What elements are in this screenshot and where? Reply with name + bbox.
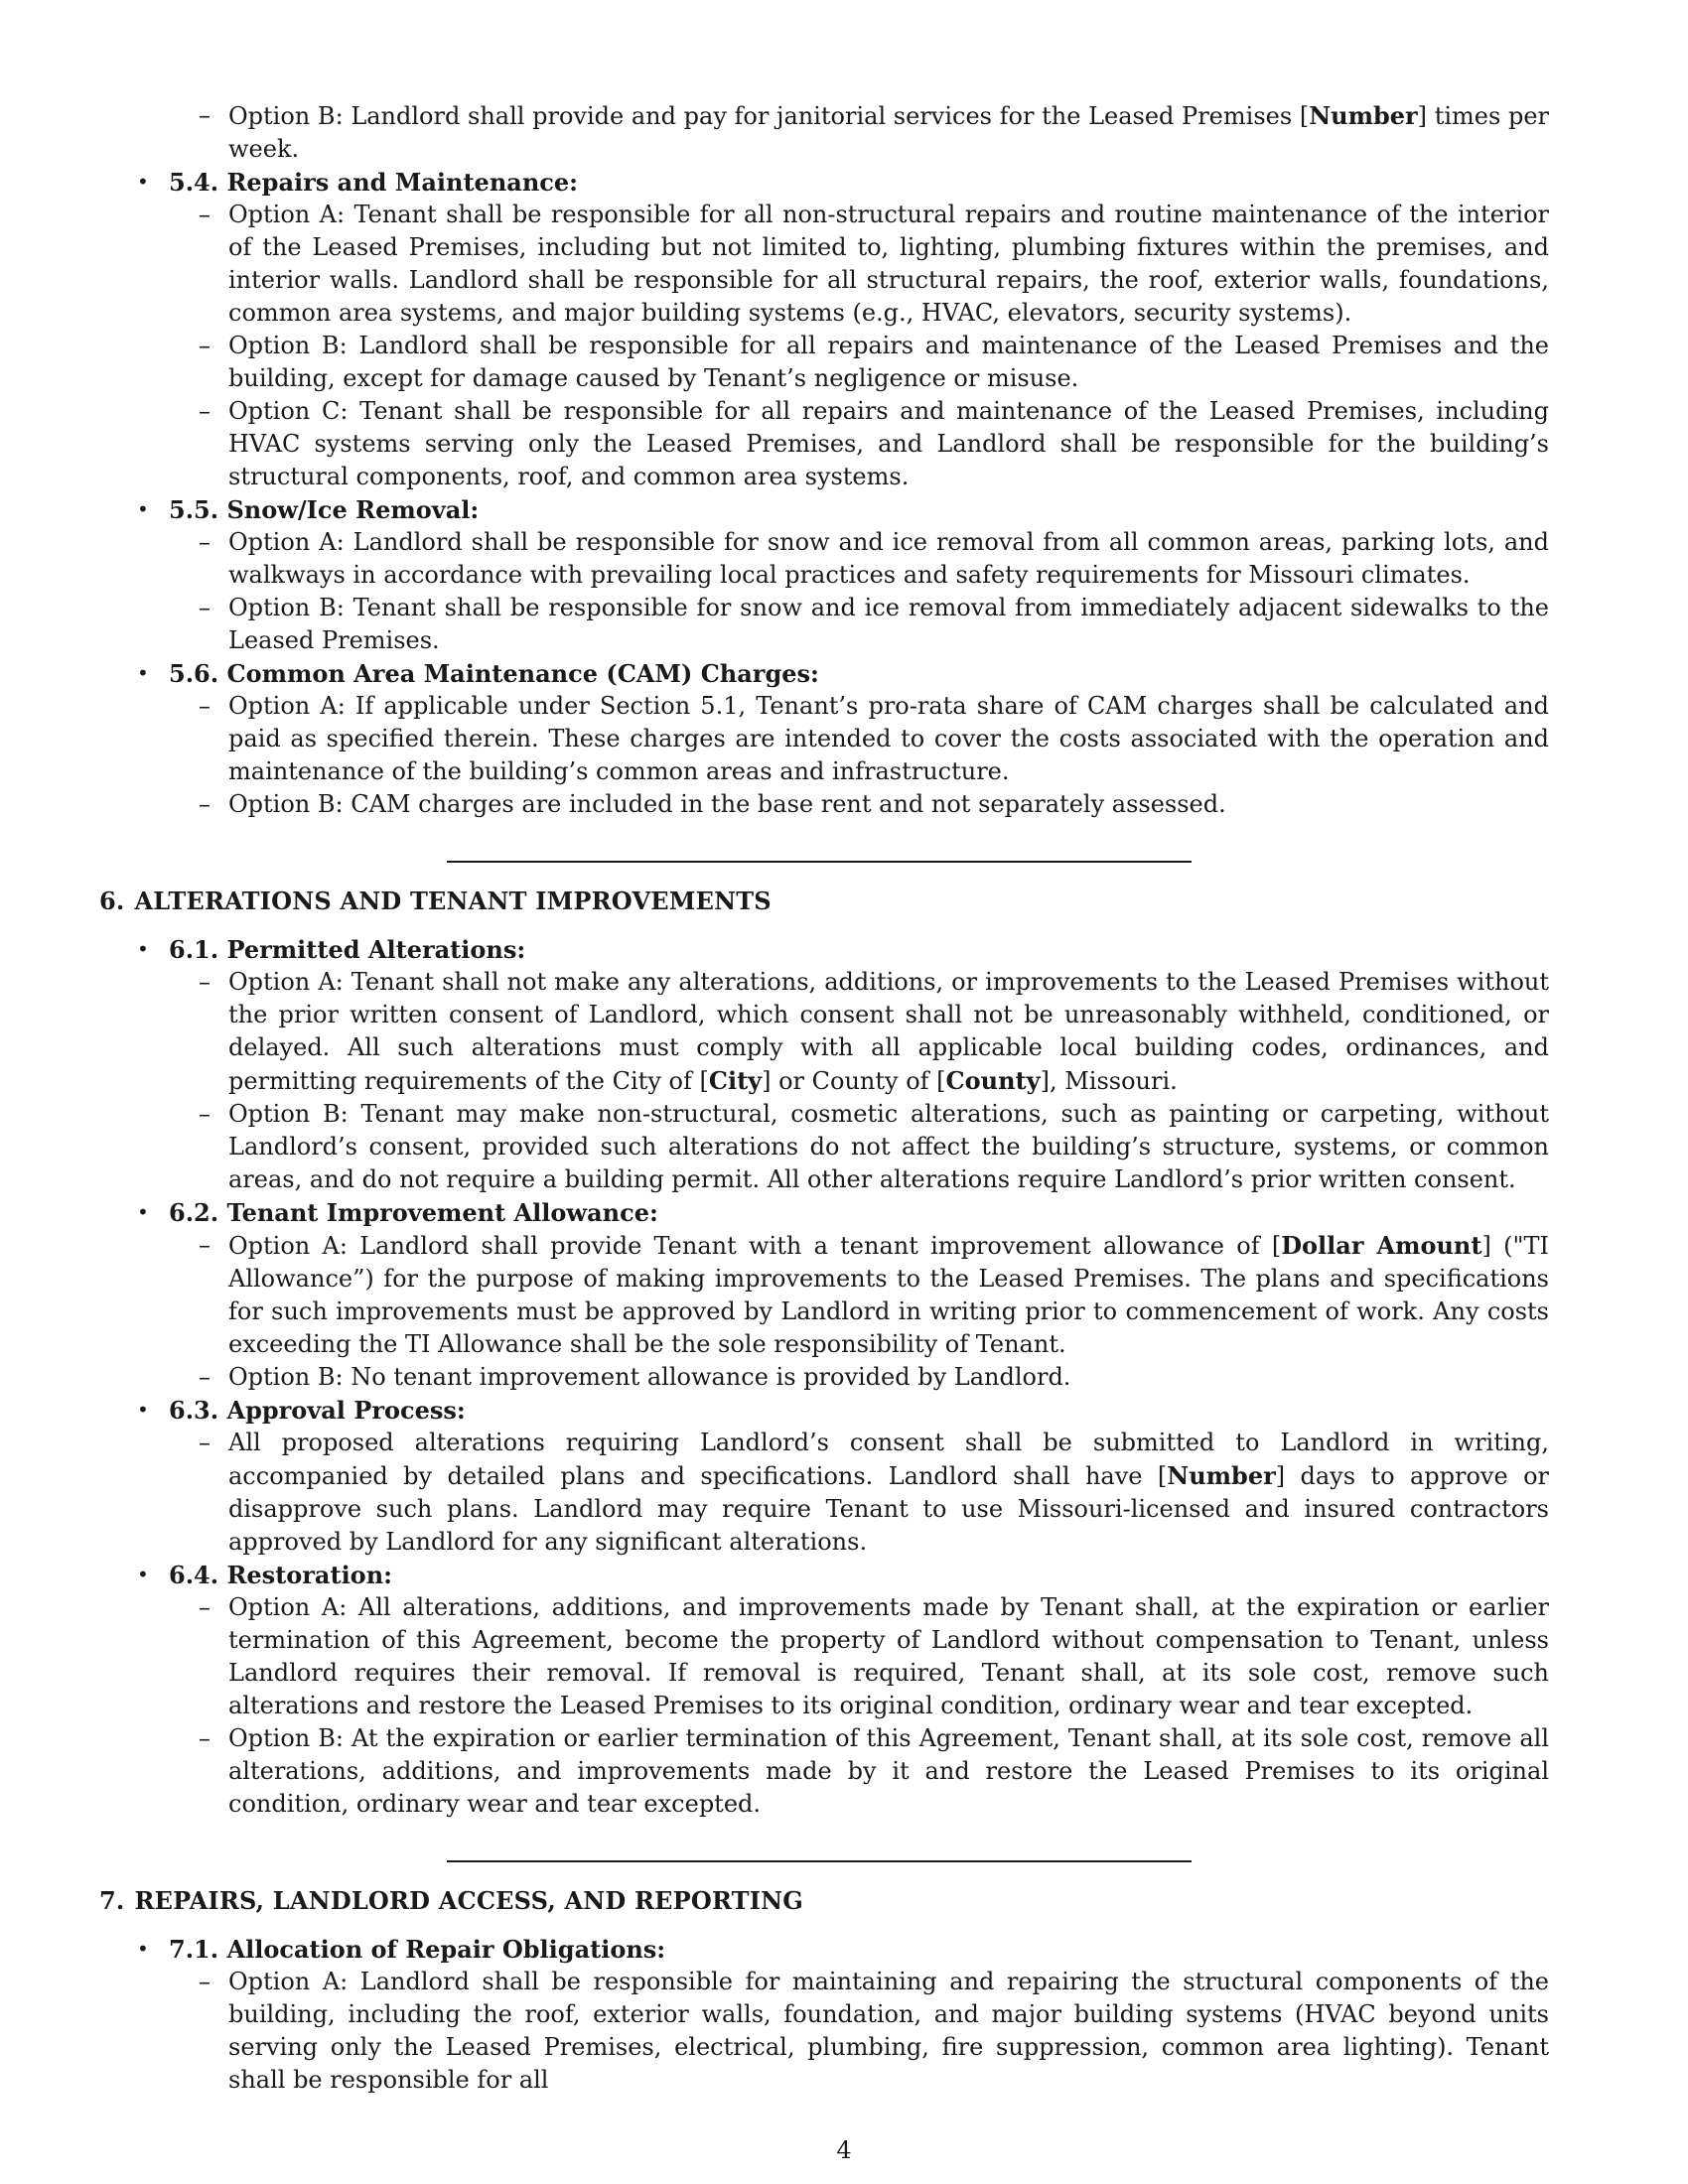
option-text [99, 690, 1589, 788]
clause-item [99, 1933, 1589, 1966]
section-heading [99, 885, 1589, 917]
text-segment: Option A: Landlord shall provide Tenant with a tenant improvement allowance of [ [228, 1232, 1282, 1260]
option-text [99, 1427, 1589, 1559]
clause-item [99, 933, 1589, 966]
text-segment: Option B: Tenant may make non-structural, cosmetic alterations, such as painting or carpeting, without Landlord’s consent, provided such alterations do not affect the building’s structure, systems, or common areas, and do not require a building permit. All other alterations require Landlord’s prior written consent. [228, 1100, 1549, 1193]
text-segment: Option B: Tenant shall be responsible for snow and ice removal from immediately adjacent sidewalks to the Leased Premises. [228, 594, 1549, 654]
option-text [99, 592, 1589, 657]
text-segment: Option B: Landlord shall provide and pay for janitorial services for the Leased Premises [ [228, 102, 1310, 130]
placeholder-field: Number [1309, 101, 1418, 130]
option-text [99, 1229, 1589, 1361]
option-text [99, 966, 1589, 1098]
clause-item [99, 166, 1589, 199]
text-segment: Option B: CAM charges are included in the base rent and not separately assessed. [228, 790, 1226, 818]
page-number: 4 [836, 2136, 852, 2164]
placeholder-field: Number [1167, 1461, 1276, 1490]
text-segment: ] ("TI Allowance”) for the purpose of making improvements to the Leased Premises. The plans and specifications for such improvements must be approved by Landlord in writing prior to commencement of work. Any costs exceeding the TI Allowance shall be the sole responsibility of Tenant. [228, 1232, 1549, 1358]
section-divider [447, 861, 1192, 863]
text-segment: Option A: If applicable under Section 5.1, Tenant’s pro-rata share of CAM charges shall be calculated and paid as specified therein. These charges are intended to cover the costs associated with the operation and maintenance of the building’s common areas and infrastructure. [228, 692, 1549, 785]
clause-title: • 6.2. Tenant Improvement Allowance: [169, 1198, 658, 1227]
section-heading [99, 1884, 1589, 1917]
option-text [99, 395, 1589, 493]
text-segment: Option A: Landlord shall be responsible for maintaining and repairing the structural components of the building, including the roof, exterior walls, foundation, and major building systems (HVAC beyond units serving only the Leased Premises, electrical, plumbing, fire suppression, common area lighting). Tenant shall be responsible for all [228, 1968, 1549, 2094]
section-title: REPAIRS, LANDLORD ACCESS, AND REPORTING [134, 1886, 803, 1915]
option-text [99, 788, 1589, 821]
section-number: 6. [99, 887, 125, 915]
text-segment: Option C: Tenant shall be responsible for all repairs and maintenance of the Leased Premises, including HVAC systems serving only the Leased Premises, and Landlord shall be responsible for the building’s structural components, roof, and common area systems. [228, 397, 1549, 490]
document-body [99, 99, 1589, 2097]
text-segment: ] or County of [ [762, 1067, 946, 1095]
section-divider [447, 1860, 1192, 1862]
placeholder-field: Dollar Amount [1281, 1231, 1482, 1260]
text-segment: Option B: Landlord shall be responsible for all repairs and maintenance of the Leased Premises and the building, except for damage caused by Tenant’s negligence or misuse. [228, 332, 1549, 392]
option-text [99, 526, 1589, 592]
text-segment: ] days to approve or disapprove such plans. Landlord may require Tenant to use Missouri-licensed and insured contractors approved by Landlord for any significant alterations. [228, 1462, 1549, 1556]
section-title: ALTERATIONS AND TENANT IMPROVEMENTS [134, 887, 772, 915]
clause-item [99, 493, 1589, 526]
clause-title: • 7.1. Allocation of Repair Obligations: [169, 1935, 666, 1964]
text-segment: Option A: Tenant shall not make any alterations, additions, or improvements to the Leased Premises without the prior written consent of Landlord, which consent shall not be unreasonably withheld, conditioned, or delayed. All such alterations must comply with all applicable local building codes, ordinances, and permitting requirements of the City of [ [228, 968, 1549, 1095]
option-text [99, 99, 1589, 166]
text-segment: Option A: All alterations, additions, and improvements made by Tenant shall, at the expiration or earlier termination of this Agreement, become the property of Landlord without compensation to Tenant, unless Landlord requires their removal. If removal is required, Tenant shall, at its sole cost, remove such alterations and restore the Leased Premises to its original condition, ordinary wear and tear excepted. [228, 1593, 1549, 1719]
option-text [99, 330, 1589, 395]
section-number: 7. [99, 1886, 125, 1915]
option-text [99, 1591, 1589, 1722]
text-segment: ] times per week. [228, 102, 1549, 163]
placeholder-field: County [945, 1066, 1041, 1095]
clause-item [99, 1559, 1589, 1591]
text-segment: ], Missouri. [1040, 1067, 1178, 1095]
text-segment: Option B: At the expiration or earlier termination of this Agreement, Tenant shall, at its sole cost, remove all alterations, additions, and improvements made by it and restore the Leased Premises to its original condition, ordinary wear and tear excepted. [228, 1724, 1549, 1818]
option-text [99, 1361, 1589, 1394]
clause-title: • 5.5. Snow/Ice Removal: [169, 495, 480, 524]
option-text [99, 199, 1589, 330]
clause-item [99, 1394, 1589, 1427]
text-segment: Option A: Landlord shall be responsible for snow and ice removal from all common areas, parking lots, and walkways in accordance with prevailing local practices and safety requirements for Missouri climates. [228, 528, 1549, 589]
clause-title: • 6.4. Restoration: [169, 1561, 392, 1589]
text-segment: All proposed alterations requiring Landlord’s consent shall be submitted to Landlord in writing, accompanied by detailed plans and specifications. Landlord shall have [ [228, 1429, 1549, 1490]
clause-item [99, 1196, 1589, 1229]
text-segment: Option B: No tenant improvement allowance is provided by Landlord. [228, 1363, 1071, 1391]
placeholder-field: City [708, 1066, 763, 1095]
text-segment: Option A: Tenant shall be responsible for all non-structural repairs and routine maintenance of the interior of the Leased Premises, including but not limited to, lighting, plumbing fixtures within the premises, and interior walls. Landlord shall be responsible for all structural repairs, the roof, exterior walls, foundations, common area systems, and major building systems (e.g., HVAC, elevators, security systems). [228, 201, 1549, 327]
clause-title: • 5.6. Common Area Maintenance (CAM) Charges: [169, 659, 819, 688]
option-text [99, 1098, 1589, 1196]
clause-title: • 5.4. Repairs and Maintenance: [169, 168, 579, 197]
clause-title: • 6.1. Permitted Alterations: [169, 935, 526, 964]
clause-item [99, 657, 1589, 690]
option-text [99, 1966, 1589, 2097]
clause-title: • 6.3. Approval Process: [169, 1396, 466, 1425]
option-text [99, 1722, 1589, 1821]
